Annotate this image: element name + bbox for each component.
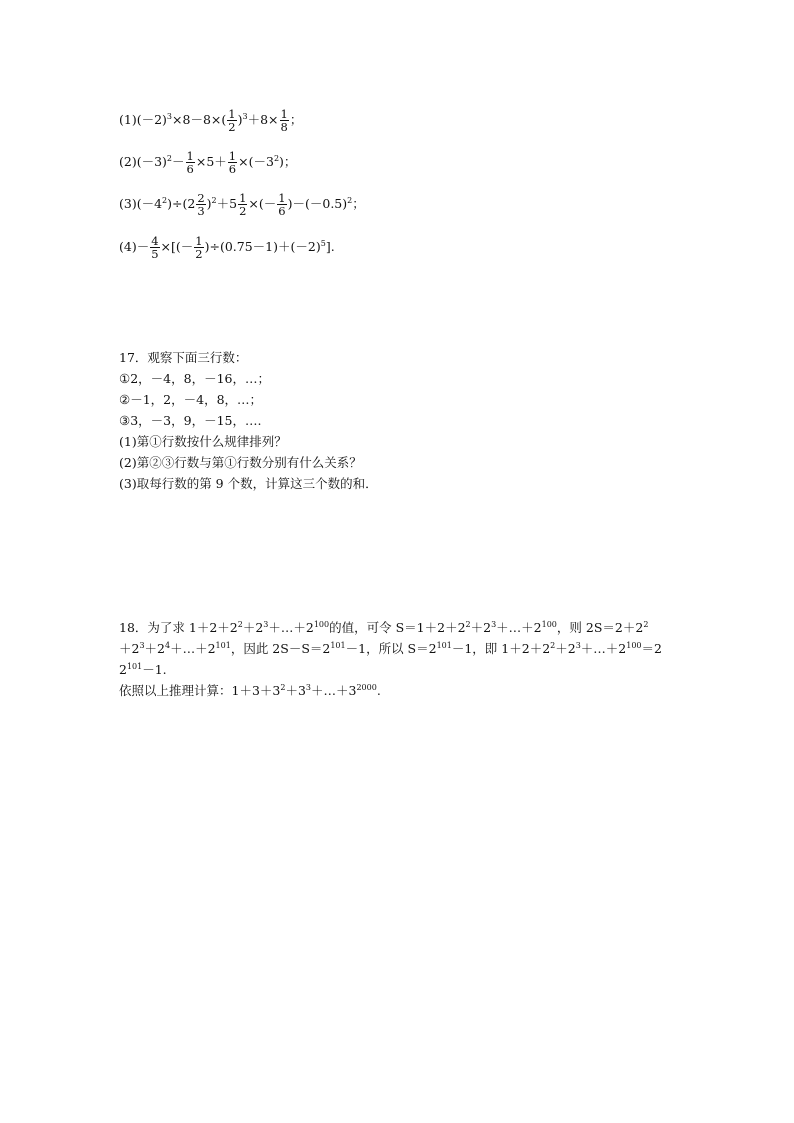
text: ]. — [325, 239, 335, 254]
fraction — [277, 192, 286, 217]
exponent: 3 — [305, 683, 311, 692]
denominator: 8 — [280, 120, 288, 134]
text: ＋2 — [144, 641, 165, 656]
exponent: 3 — [491, 620, 497, 629]
text: ＋…＋3 — [311, 683, 357, 698]
q18-line-2 — [119, 638, 679, 659]
text: ＝2 — [641, 641, 662, 656]
text: ＋…＋2 — [170, 641, 216, 656]
text: ＋2 — [242, 620, 264, 635]
q17-sub-1: (1)第①行数按什么规律排列？ — [119, 434, 287, 449]
q18-calc-line — [119, 680, 679, 701]
denominator: 6 — [228, 162, 237, 176]
numerator: 2 — [197, 191, 205, 205]
fraction — [227, 108, 236, 133]
text: ，因此 2S－S＝2 — [230, 641, 331, 656]
exponent: 3 — [139, 641, 145, 650]
exponent: 100 — [313, 620, 330, 629]
text: －1. — [142, 662, 167, 677]
fraction — [196, 192, 205, 217]
q18-line-3 — [119, 659, 679, 680]
q17-title: 17．观察下面三行数： — [119, 350, 248, 365]
text: ＋2 — [470, 620, 492, 635]
exponent: 2000 — [356, 683, 377, 692]
text: ＋3 — [285, 683, 306, 698]
text: ＋…＋2 — [496, 620, 542, 635]
text: )； — [279, 154, 297, 169]
q16-part-4 — [119, 235, 335, 260]
q17-row-1: ①2，－4，8，－16，…； — [119, 371, 270, 386]
numerator: 1 — [278, 191, 286, 205]
text: －1，所以 S＝2 — [345, 641, 437, 656]
exponent: 3 — [575, 641, 581, 650]
exponent: 2 — [550, 641, 556, 650]
exponent: 2 — [162, 196, 168, 205]
exponent: 2 — [166, 154, 173, 163]
text: 2 — [119, 662, 127, 677]
numerator: 1 — [228, 149, 237, 163]
text: (3)(－4 — [119, 196, 163, 211]
text: . — [376, 683, 381, 698]
exponent: 2 — [465, 620, 471, 629]
exponent: 2 — [347, 196, 353, 205]
q17-sub-2: (2)第②③行数与第①行数分别有什么关系？ — [119, 455, 362, 470]
text: ＋2 — [119, 641, 140, 656]
q17-row-3: ③3，－3，9，－15，…. — [119, 413, 262, 428]
numerator: 1 — [228, 107, 236, 121]
exponent: 3 — [242, 112, 248, 121]
denominator: 6 — [278, 204, 286, 218]
denominator: 2 — [239, 204, 247, 218]
denominator: 2 — [228, 120, 236, 134]
numerator: 4 — [151, 234, 159, 248]
exponent: 2 — [211, 196, 217, 205]
exponent: 101 — [436, 641, 452, 650]
fraction — [280, 108, 289, 133]
text: ×8－8×( — [172, 112, 227, 127]
text: (4)－ — [119, 239, 150, 254]
exponent: 2 — [273, 154, 280, 163]
text: ×[(－ — [160, 239, 194, 254]
exponent: 101 — [330, 641, 346, 650]
text: －1，即 1＋2＋2 — [451, 641, 551, 656]
q18-block — [119, 617, 679, 701]
denominator: 5 — [151, 247, 159, 261]
text: 18．为了求 1＋2＋2 — [119, 620, 238, 635]
exponent: 100 — [626, 641, 642, 650]
exponent: 100 — [541, 620, 557, 629]
q17-block — [119, 347, 675, 494]
text: ＋…＋2 — [580, 641, 627, 656]
text: ＋5 — [216, 196, 238, 211]
q17-row-2: ②－1，2，－4，8，…； — [119, 392, 263, 407]
exponent: 3 — [263, 620, 269, 629]
denominator: 3 — [197, 204, 205, 218]
q17-sub-3: (3)取每行数的第 9 个数，计算这三个数的和． — [119, 476, 378, 491]
exponent: 4 — [165, 641, 171, 650]
text: (2)(－3) — [119, 154, 167, 169]
text: － — [172, 154, 185, 169]
text: ； — [352, 196, 365, 211]
exponent: 101 — [126, 662, 143, 671]
fraction — [238, 192, 247, 217]
fraction — [186, 150, 195, 175]
text: 依照以上推理计算：1＋3＋3 — [119, 683, 281, 698]
denominator: 2 — [195, 247, 203, 261]
text: 的值，可令 S＝1＋2＋2 — [329, 620, 466, 635]
q16-part-1 — [119, 108, 302, 133]
exponent: 2 — [643, 620, 649, 629]
fraction — [194, 235, 203, 260]
text: ，则 2S＝2＋2 — [556, 620, 644, 635]
text: )÷(0.75－1)＋(－2) — [204, 239, 321, 254]
text: ×(－ — [248, 196, 277, 211]
numerator: 1 — [195, 234, 203, 248]
text: ) — [237, 112, 243, 127]
fraction — [228, 150, 237, 175]
fraction — [150, 235, 159, 260]
denominator: 6 — [186, 162, 194, 176]
exponent: 101 — [215, 641, 231, 650]
exponent: 5 — [320, 239, 326, 248]
q16-part-2 — [119, 150, 296, 175]
exponent: 2 — [237, 620, 243, 629]
text: ＋8× — [247, 112, 279, 127]
exponent: 3 — [166, 112, 173, 121]
text: ×(－3 — [238, 154, 274, 169]
numerator: 1 — [239, 191, 247, 205]
exponent: 2 — [280, 683, 286, 692]
text: )÷(2 — [167, 196, 196, 211]
text: ； — [289, 112, 303, 127]
text: )－(－0.5) — [287, 196, 348, 211]
text: ＋2 — [555, 641, 576, 656]
text: ×5＋ — [195, 154, 227, 169]
numerator: 1 — [280, 107, 288, 121]
text: ＋…＋2 — [268, 620, 314, 635]
text: (1)(－2) — [119, 112, 167, 127]
numerator: 1 — [186, 149, 194, 163]
q18-line-1 — [119, 617, 679, 638]
text: ) — [206, 196, 212, 211]
q16-part-3 — [119, 192, 365, 217]
